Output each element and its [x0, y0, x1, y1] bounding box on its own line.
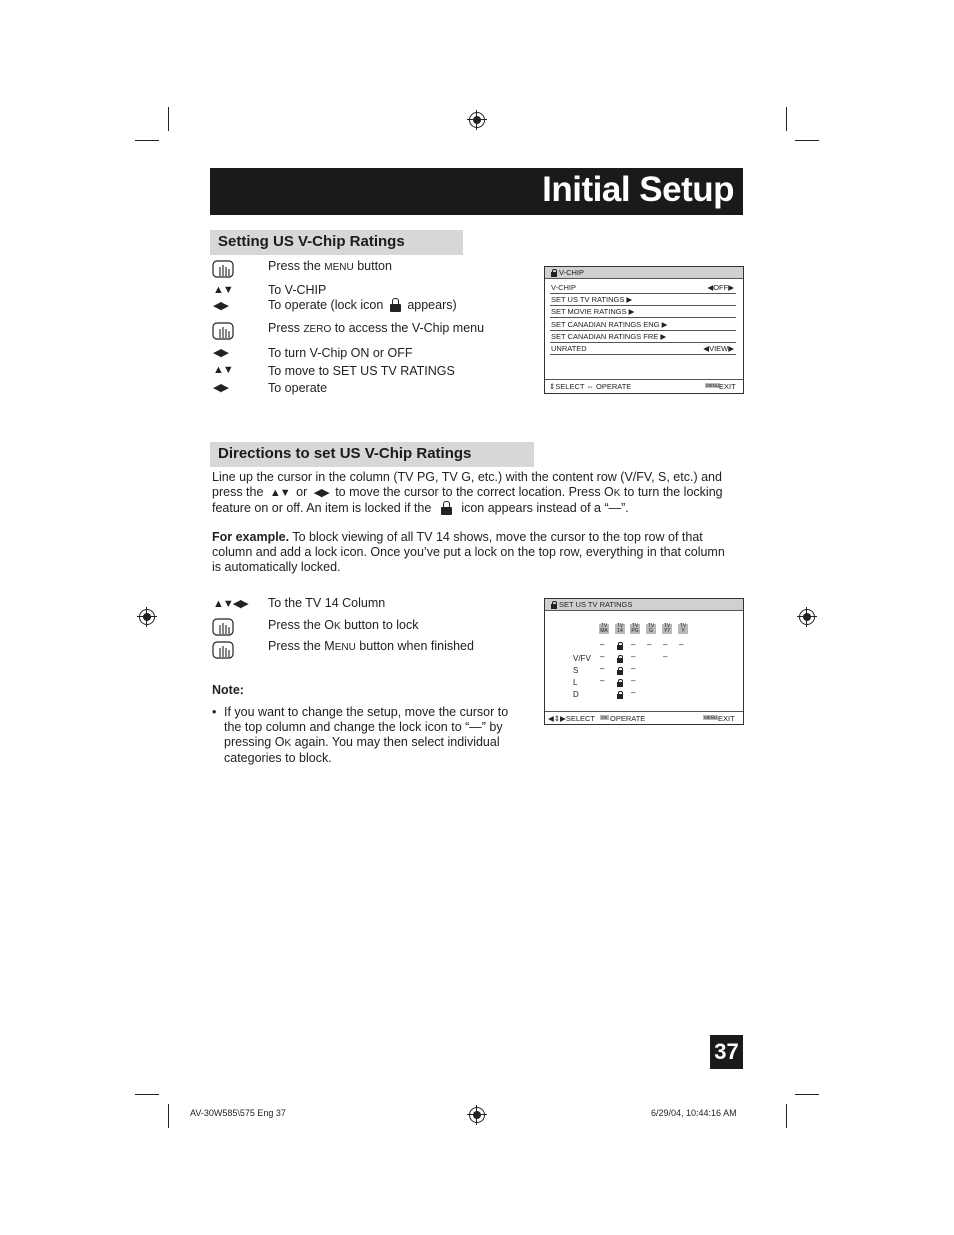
- menu-key-badge: MENU: [706, 383, 720, 388]
- step-text: To turn V-Chip ON or OFF: [268, 346, 413, 360]
- screen-title-bar: [545, 599, 743, 611]
- content-row-label: L: [573, 678, 578, 687]
- unlocked-dash[interactable]: –: [600, 652, 605, 661]
- menu-row[interactable]: SET CANADIAN RATINGS FRE ▶: [550, 331, 736, 343]
- lock-icon: [390, 298, 401, 311]
- unlocked-dash[interactable]: –: [600, 664, 605, 673]
- hand-press-icon: [212, 320, 234, 342]
- screen-footer-right: EXIT: [719, 382, 736, 391]
- unlocked-dash[interactable]: –: [631, 652, 636, 661]
- lock-icon: [441, 501, 452, 514]
- footer-left: AV-30W585\575 Eng 37: [190, 1108, 286, 1118]
- step-text: Press ZERO to access the V-Chip menu: [268, 321, 485, 335]
- unlocked-dash[interactable]: –: [679, 640, 684, 649]
- screen-footer-left: ◀⇕▶SELECT: [548, 714, 595, 723]
- page-title-banner: [210, 168, 743, 215]
- lock-icon[interactable]: [617, 655, 623, 663]
- registration-mark-icon: [139, 609, 155, 625]
- unlocked-dash[interactable]: –: [631, 640, 636, 649]
- menu-row[interactable]: V-CHIP ◀OFF▶: [551, 283, 734, 292]
- unlocked-dash[interactable]: –: [663, 652, 668, 661]
- note-bullet: •: [212, 705, 217, 719]
- vchip-menu-screen: [544, 266, 744, 394]
- up-down-arrows-icon: ▲▼: [213, 364, 233, 376]
- registration-mark-icon: [799, 609, 815, 625]
- step-text: To operate (lock icon appears): [268, 298, 457, 312]
- crop-mark: [168, 1104, 169, 1128]
- rating-column-header[interactable]: TV 14: [616, 623, 624, 634]
- crop-mark: [795, 140, 819, 141]
- unlocked-dash[interactable]: –: [631, 664, 636, 673]
- up-down-arrows-icon: ▲▼: [269, 487, 290, 499]
- screen-footer-divider: [545, 379, 743, 380]
- unlocked-dash[interactable]: –: [647, 640, 652, 649]
- lock-icon[interactable]: [617, 691, 623, 699]
- directions-paragraph: Line up the cursor in the column (TV PG, TV G, etc.) with the content row (V/FV, S, etc.) and press the ▲▼ or ◀▶ to move the cursor to the correct location. Press OK to turn the locking feature on or off. An item is locked if the icon appears instead of a “—”.: [212, 470, 723, 515]
- left-right-arrows-icon: ◀▶: [213, 382, 228, 394]
- lock-icon: [551, 269, 557, 277]
- registration-mark-icon: [469, 1107, 485, 1123]
- menu-row[interactable]: UNRATED ◀VIEW▶: [551, 344, 734, 353]
- screen-title-bar: [545, 267, 743, 279]
- four-way-arrows-icon: ▲▼◀▶: [213, 598, 248, 610]
- crop-mark: [135, 140, 159, 141]
- unlocked-dash[interactable]: –: [631, 676, 636, 685]
- step-text: Press the OK button to lock: [268, 618, 419, 632]
- hand-press-icon: [212, 639, 234, 661]
- screen-title: SET US TV RATINGS: [559, 600, 633, 609]
- note-text: If you want to change the setup, move the cursor to the top column and change the lock icon to “—” by pressing OK again. You may then select individual categories to block.: [224, 705, 509, 765]
- crop-mark: [135, 1094, 159, 1095]
- registration-mark-icon: [469, 112, 485, 128]
- lock-icon[interactable]: [617, 679, 623, 687]
- section-heading: [210, 442, 534, 467]
- rating-column-header[interactable]: TV MA: [600, 623, 608, 634]
- content-row-label: D: [573, 690, 579, 699]
- menu-row[interactable]: SET MOVIE RATINGS ▶: [550, 306, 736, 318]
- screen-footer-divider: [545, 711, 743, 712]
- screen-footer-right: EXIT: [718, 714, 735, 723]
- left-right-arrows-icon: ◀▶: [313, 487, 329, 499]
- screen-footer-left: ⇕SELECT ⇔ OPERATE: [549, 382, 632, 391]
- step-text: To move to SET US TV RATINGS: [268, 364, 455, 378]
- rating-column-header[interactable]: TV PG: [631, 623, 639, 634]
- hand-press-icon: [212, 616, 234, 638]
- hand-press-icon: [212, 258, 234, 280]
- content-row-label: V/FV: [573, 654, 591, 663]
- crop-mark: [168, 107, 169, 131]
- unlocked-dash[interactable]: –: [631, 688, 636, 697]
- content-row-label: S: [573, 666, 579, 675]
- step-text: Press the MENU button: [268, 259, 392, 273]
- footer-right: 6/29/04, 10:44:16 AM: [651, 1108, 737, 1118]
- screen-title: V-CHIP: [559, 268, 585, 277]
- crop-mark: [786, 107, 787, 131]
- rating-column-header[interactable]: TV G: [647, 623, 655, 634]
- screen-footer-mid: OPERATE: [610, 714, 646, 723]
- menu-row[interactable]: SET CANADIAN RATINGS ENG ▶: [550, 319, 736, 331]
- section-title: Setting US V-Chip Ratings: [218, 233, 405, 250]
- left-right-arrows-icon: ◀▶: [213, 300, 228, 312]
- page-title: Initial Setup: [542, 170, 734, 209]
- step-text: To operate: [268, 381, 328, 395]
- section-heading: [210, 230, 463, 255]
- rating-column-header[interactable]: TV Y7: [663, 623, 671, 634]
- unlocked-dash[interactable]: –: [600, 676, 605, 685]
- step-text: To V-CHIP: [268, 283, 327, 297]
- note-heading: Note:: [212, 683, 244, 697]
- lock-icon[interactable]: [617, 642, 623, 650]
- step-text: To the TV 14 Column: [268, 596, 386, 610]
- lock-icon: [551, 601, 557, 609]
- up-down-arrows-icon: ▲▼: [213, 284, 233, 296]
- page-number: 37: [710, 1035, 743, 1069]
- step-text: Press the MENU button when finished: [268, 639, 474, 653]
- menu-row[interactable]: SET US TV RATINGS ▶: [550, 294, 736, 306]
- unlocked-dash[interactable]: –: [663, 640, 668, 649]
- crop-mark: [795, 1094, 819, 1095]
- section-title: Directions to set US V-Chip Ratings: [218, 445, 472, 462]
- ok-key-badge: OK: [601, 715, 608, 720]
- example-paragraph: For example. To block viewing of all TV 14 shows, move the cursor to the top row of that column and add a lock icon. Once you’ve put a lock on the top row, everything in that column is automatically locked.: [212, 530, 725, 574]
- crop-mark: [786, 1104, 787, 1128]
- left-right-arrows-icon: ◀▶: [213, 347, 228, 359]
- rating-column-header[interactable]: TV Y: [679, 623, 687, 634]
- us-tv-ratings-screen: [544, 598, 744, 725]
- menu-key-badge: MENU: [704, 715, 718, 720]
- lock-icon[interactable]: [617, 667, 623, 675]
- unlocked-dash[interactable]: –: [600, 640, 605, 649]
